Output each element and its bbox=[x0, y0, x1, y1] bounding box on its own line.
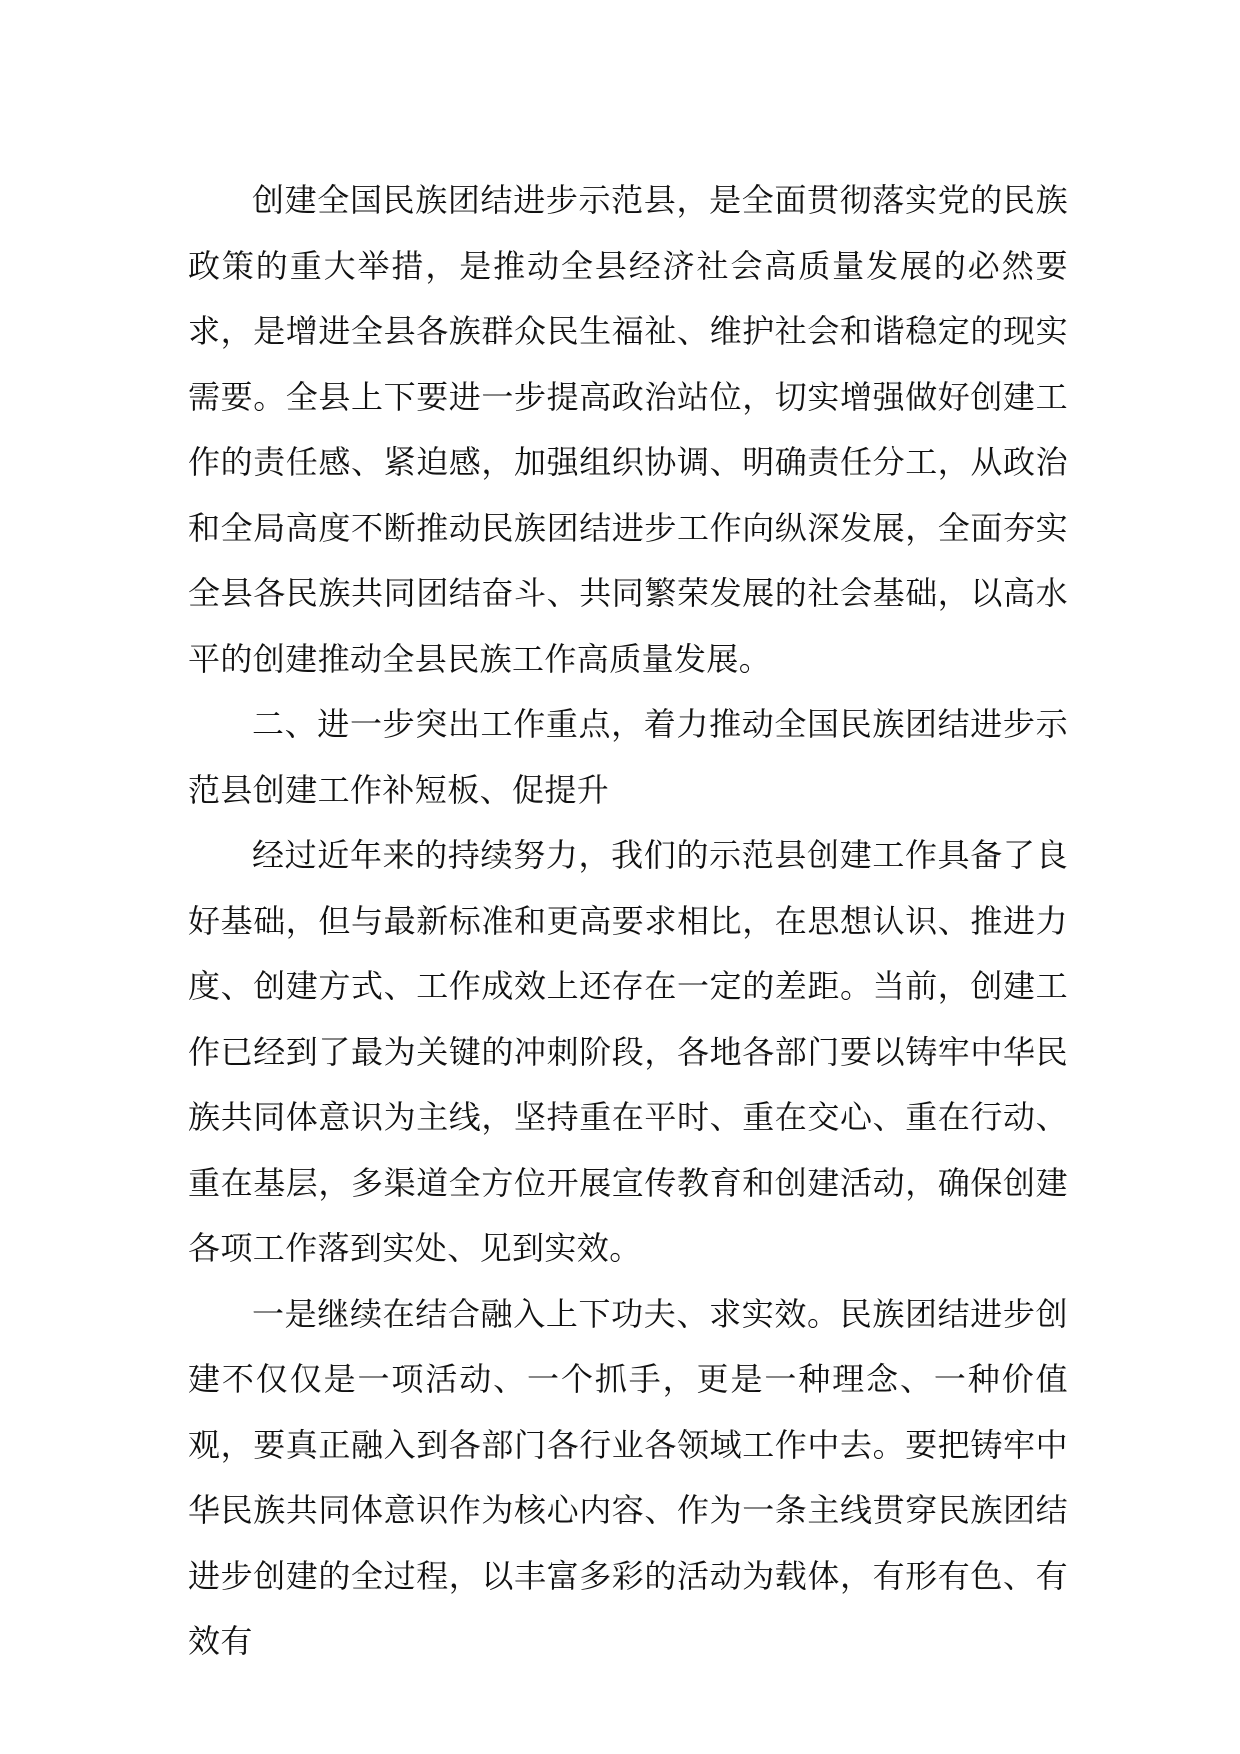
section-heading-2: 二、进一步突出工作重点，着力推动全国民族团结进步示范县创建工作补短板、促提升 bbox=[188, 705, 1068, 809]
paragraph-1: 创建全国民族团结进步示范县，是全面贯彻落实党的民族政策的重大举措，是推动全县经济社会高质量发展的必然要求，是增进全县各族群众民生福祉、维护社会和谐稳定的现实需要。全县上下要进一步提高政治站位，切实增强做好创建工作的责任感、紧迫感，加强组织协调、明确责任分工，从政治和全局高度不断推动民族团结进步工作向纵深发展，全面夯实全县各民族共同团结奋斗、共同繁荣发展的社会基础，以高水平的创建推动全县民族工作高质量发展。 bbox=[188, 181, 1068, 678]
paragraph-3: 一是继续在结合融入上下功夫、求实效。民族团结进步创建不仅仅是一项活动、一个抓手，更是一种理念、一种价值观，要真正融入到各部门各行业各领域工作中去。要把铸牢中华民族共同体意识作为核心内容、作为一条主线贯穿民族团结进步创建的全过程，以丰富多彩的活动为载体，有形有色、有效有 bbox=[188, 1294, 1068, 1660]
document-body bbox=[188, 168, 1068, 1675]
paragraph-2: 经过近年来的持续努力，我们的示范县创建工作具备了良好基础，但与最新标准和更高要求相比，在思想认识、推进力度、创建方式、工作成效上还存在一定的差距。当前，创建工作已经到了最为关键的冲刺阶段，各地各部门要以铸牢中华民族共同体意识为主线，坚持重在平时、重在交心、重在行动、重在基层，多渠道全方位开展宣传教育和创建活动，确保创建各项工作落到实处、见到实效。 bbox=[188, 836, 1068, 1267]
